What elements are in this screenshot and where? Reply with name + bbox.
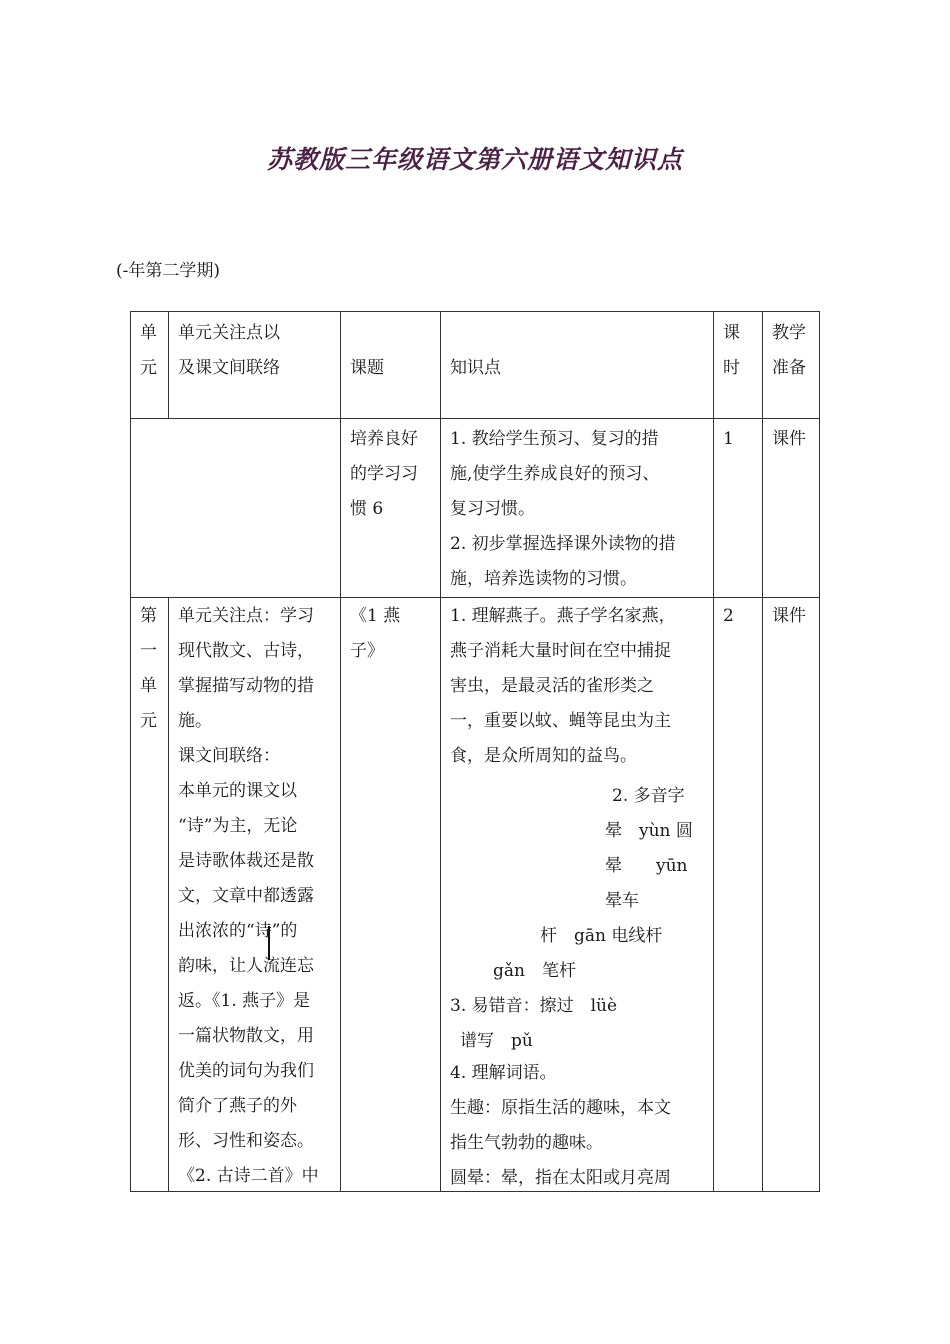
row2-prep: 课件	[772, 606, 806, 626]
row1-lesson-line: 的学习习	[350, 464, 418, 484]
header-knowledge: 知识点	[450, 358, 501, 378]
row2-focus-line: 文，文章中都透露	[178, 886, 314, 906]
row1-lesson-line: 惯 6	[350, 499, 384, 519]
row1-knowledge-line: 1. 教给学生预习、复习的措	[450, 429, 659, 449]
document-subtitle: (-年第二学期)	[116, 261, 221, 281]
header-hours-line: 课	[723, 323, 740, 343]
row2-focus-line: 形、习性和姿态。	[178, 1131, 314, 1151]
row2-knowledge-line: 圆晕：晕，指在太阳或月亮周	[450, 1168, 671, 1188]
row2-lesson-line: 子》	[350, 641, 384, 661]
row2-focus-line: 是诗歌体裁还是散	[178, 851, 314, 871]
row2-focus-line: 返。《1. 燕子》是	[178, 991, 311, 1011]
row2-unit-line: 单	[140, 676, 157, 696]
row1-prep: 课件	[772, 429, 806, 449]
row2-knowledge-line: 4. 理解词语。	[450, 1063, 557, 1083]
row2-knowledge-line: 生趣：原指生活的趣味，本文	[450, 1098, 671, 1118]
row2-focus-line: 课文间联络：	[178, 746, 280, 766]
polyphone-line: 杆 gān 电线杆	[540, 926, 663, 946]
polyphone-title: 2. 多音字	[612, 786, 685, 806]
row2-knowledge-intro	[450, 599, 676, 774]
row2-focus-line: 简介了燕子的外	[178, 1096, 297, 1116]
polyphone-line: gǎn 笔杆	[493, 961, 576, 981]
row2-lesson-line: 《1 燕	[350, 606, 401, 626]
col-divider	[762, 311, 763, 1192]
text-cursor	[268, 926, 270, 960]
col-divider	[440, 311, 441, 1192]
row2-knowledge-line: 燕子消耗大量时间在空中捕捉	[450, 641, 671, 661]
header-prep	[772, 316, 806, 386]
row2-knowledge-line: 害虫，是最灵活的雀形类之	[450, 676, 654, 696]
row2-knowledge-line: 一，重要以蚊、蝇等昆虫为主	[450, 711, 671, 731]
header-focus-line: 及课文间联络	[178, 358, 280, 378]
row1-knowledge-line: 复习习惯。	[450, 499, 535, 519]
row2-lesson	[350, 599, 400, 669]
header-hours-line: 时	[723, 358, 740, 378]
row2-focus-line: 优美的词句为我们	[178, 1061, 314, 1081]
header-prep-line: 准备	[772, 358, 806, 378]
header-unit-line: 元	[140, 358, 157, 378]
header-unit	[140, 316, 157, 386]
col-divider	[713, 311, 714, 1192]
row2-knowledge-line: 指生气勃勃的趣味。	[450, 1133, 603, 1153]
row2-focus-line: 一篇状物散文，用	[178, 1026, 314, 1046]
row2-unit-line: 一	[140, 641, 157, 661]
row1-knowledge-line: 施,使学生养成良好的预习、	[450, 464, 660, 484]
row2-focus-line: 掌握描写动物的措	[178, 676, 314, 696]
polyphone-line: 晕 yùn 圆	[605, 821, 693, 841]
col-divider	[340, 311, 341, 1192]
row1-knowledge	[450, 422, 676, 597]
row2-focus-line: “诗”为主，无论	[178, 816, 298, 836]
row2-focus-line: 《2. 古诗二首》中	[178, 1166, 319, 1186]
row1-knowledge-line: 2. 初步掌握选择课外读物的措	[450, 534, 676, 554]
polyphone-line: 晕 yūn	[605, 856, 688, 876]
row1-lesson	[350, 422, 418, 527]
row2-focus	[178, 599, 319, 1194]
row-divider	[130, 418, 820, 419]
header-focus-line: 单元关注点以	[178, 323, 280, 343]
row2-focus-line: 出浓浓的“诗”的	[178, 921, 298, 941]
row2-knowledge-line: 食，是众所周知的益鸟。	[450, 746, 637, 766]
header-lesson: 课题	[350, 358, 384, 378]
col-divider	[168, 311, 169, 418]
row1-lesson-line: 培养良好	[350, 429, 418, 449]
row1-hours: 1	[723, 429, 734, 449]
row2-knowledge-line: 1. 理解燕子。燕子学名家燕，	[450, 606, 676, 626]
row2-hours: 2	[723, 606, 734, 626]
row2-focus-line: 单元关注点：学习	[178, 606, 314, 626]
row2-knowledge-vocab	[450, 1056, 671, 1196]
row2-focus-line: 现代散文、古诗，	[178, 641, 314, 661]
error-prone-line: 谱写 pǔ	[460, 1031, 533, 1051]
row2-unit	[140, 599, 157, 739]
col-divider	[168, 597, 169, 1192]
row2-unit-line: 元	[140, 711, 157, 731]
row2-focus-line: 本单元的课文以	[178, 781, 297, 801]
header-hours	[723, 316, 740, 386]
row2-focus-line: 韵味，让人流连忘	[178, 956, 314, 976]
document-title: 苏教版三年级语文第六册语文知识点	[266, 145, 683, 174]
row2-unit-line: 第	[140, 606, 157, 626]
polyphone-line: 晕车	[605, 891, 639, 911]
row2-focus-line: 施。	[178, 711, 212, 731]
header-prep-line: 教学	[772, 323, 806, 343]
header-unit-line: 单	[140, 323, 157, 343]
error-prone-line: 3. 易错音：擦过 lüè	[450, 996, 618, 1016]
header-focus	[178, 316, 280, 386]
row-divider	[130, 597, 820, 598]
row1-knowledge-line: 施，培养选读物的习惯。	[450, 569, 637, 589]
